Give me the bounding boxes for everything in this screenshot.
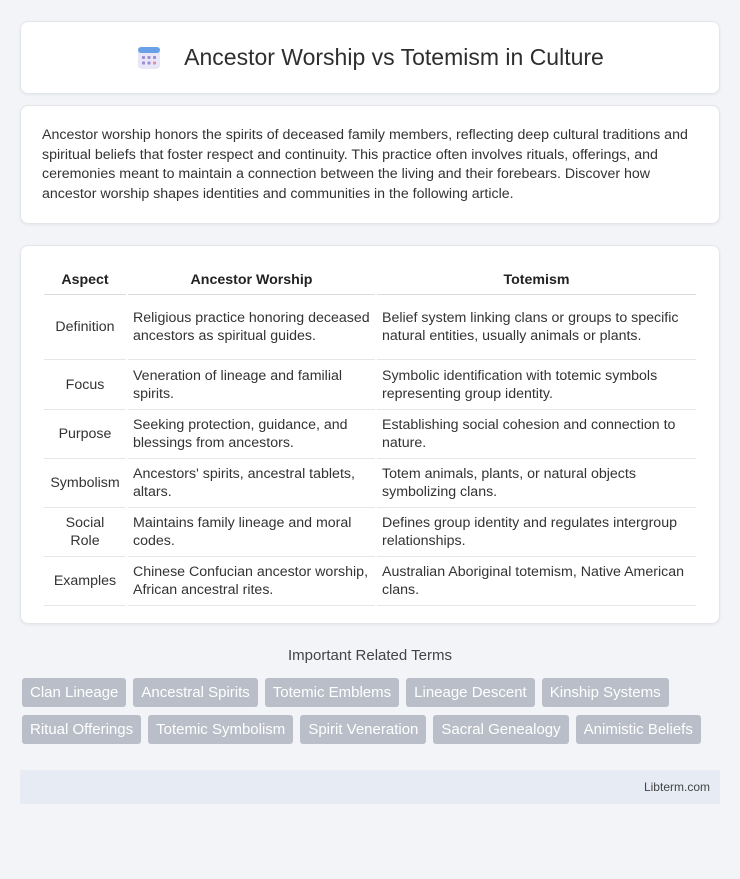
related-term-tag[interactable]: Ancestral Spirits [133,678,257,707]
table-row [44,295,696,360]
table-row [44,459,696,508]
row-ancestor-worship: Maintains family lineage and moral codes. [128,508,375,557]
table-header-row [44,266,696,295]
header-aspect: Aspect [44,266,126,295]
row-ancestor-worship: Religious practice honoring deceased ancestors as spiritual guides. [128,295,375,360]
header-ancestor-worship: Ancestor Worship [128,266,375,295]
related-term-tag[interactable]: Lineage Descent [406,678,535,707]
row-totemism: Establishing social cohesion and connection to nature. [377,410,696,459]
row-aspect: Examples [44,557,126,606]
title-card [20,21,720,94]
row-aspect: Focus [44,360,126,410]
related-term-tag[interactable]: Ritual Offerings [22,715,141,744]
intro-text: Ancestor worship honors the spirits of deceased family members, reflecting deep cultural traditions and spiritual beliefs that foster respect and continuity. This practice often involves rituals, offerings, and ceremonies meant to maintain a connection between the living and their forebears. Discover how ancestor worship shapes identities and communities in the following article. [42,127,688,202]
header-totemism: Totemism [377,266,696,295]
related-terms-title: Important Related Terms [288,647,452,664]
row-ancestor-worship: Ancestors' spirits, ancestral tablets, altars. [128,459,375,508]
row-ancestor-worship: Chinese Confucian ancestor worship, African ancestral rites. [128,557,375,606]
footer-site-link[interactable]: Libterm.com [643,780,710,794]
page-title: Ancestor Worship vs Totemism in Culture [184,44,604,70]
comparison-card [20,245,720,624]
table-row [44,557,696,606]
related-terms-list [22,678,718,752]
row-aspect: Definition [44,295,126,360]
related-term-tag[interactable]: Spirit Veneration [300,715,426,744]
related-term-tag[interactable]: Totemic Symbolism [148,715,293,744]
row-totemism: Australian Aboriginal totemism, Native American clans. [377,557,696,606]
table-row [44,410,696,459]
related-term-tag[interactable]: Clan Lineage [22,678,126,707]
row-totemism: Defines group identity and regulates intergroup relationships. [377,508,696,557]
table-row [44,508,696,557]
table-icon [136,45,162,71]
row-ancestor-worship: Veneration of lineage and familial spirits. [128,360,375,410]
related-term-tag[interactable]: Totemic Emblems [265,678,399,707]
row-aspect: Social Role [44,508,126,557]
row-aspect: Symbolism [44,459,126,508]
intro-card [20,105,720,224]
related-term-tag[interactable]: Sacral Genealogy [433,715,568,744]
comparison-table [42,266,698,606]
related-term-tag[interactable]: Kinship Systems [542,678,669,707]
row-totemism: Totem animals, plants, or natural objects symbolizing clans. [377,459,696,508]
table-row [44,360,696,410]
row-aspect: Purpose [44,410,126,459]
row-totemism: Belief system linking clans or groups to specific natural entities, usually animals or plants. [377,295,696,360]
row-ancestor-worship: Seeking protection, guidance, and blessings from ancestors. [128,410,375,459]
footer [20,770,720,804]
related-term-tag[interactable]: Animistic Beliefs [576,715,701,744]
row-totemism: Symbolic identification with totemic symbols representing group identity. [377,360,696,410]
